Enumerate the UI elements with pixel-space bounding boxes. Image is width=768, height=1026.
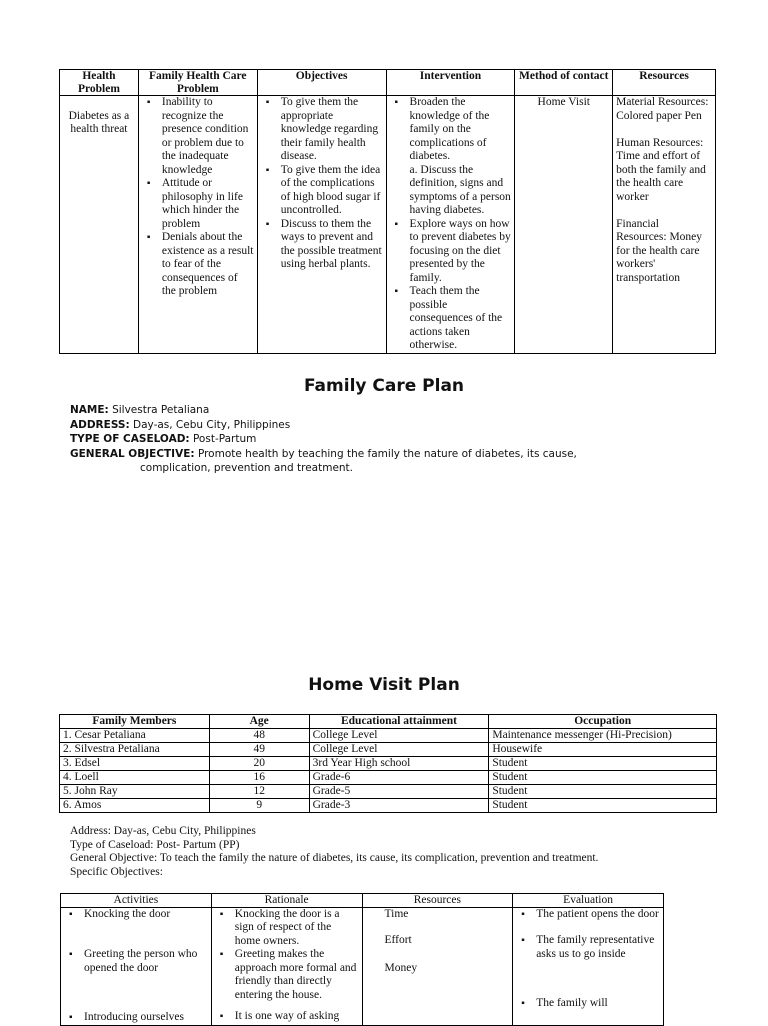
header-objectives: Objectives <box>257 70 386 96</box>
rationale-cell <box>211 907 362 1025</box>
header-evaluation: Evaluation <box>513 894 664 908</box>
member-name: 2. Silvestra Petaliana <box>60 742 210 756</box>
header-family-members: Family Members <box>60 715 210 729</box>
list-item: ▪ The patient opens the door <box>516 908 660 922</box>
care-plan-table <box>59 69 716 354</box>
address-line <box>70 418 577 433</box>
address-label: ADDRESS: <box>70 418 130 431</box>
member-age: 16 <box>209 770 309 784</box>
header-resources: Resources <box>613 70 716 96</box>
member-education: Grade-5 <box>309 784 489 798</box>
member-occupation: Student <box>489 784 717 798</box>
list-item: ▪ Introducing ourselves <box>64 1011 208 1025</box>
member-occupation: Maintenance messenger (Hi-Precision) <box>489 728 717 742</box>
member-occupation: Housewife <box>489 742 717 756</box>
list-item: ▪ The family representative asks us to go inside <box>516 934 660 961</box>
header-family-problem: Family Health Care Problem <box>138 70 257 96</box>
header-method: Method of contact <box>515 70 613 96</box>
evaluation-cell <box>513 907 664 1025</box>
intervention-cell <box>386 96 515 354</box>
list-item: ▪ Denials about the existence as a result to fear of the consequences of the problem <box>142 231 254 299</box>
family-care-plan-title: Family Care Plan <box>303 376 465 396</box>
member-education: Grade-3 <box>309 798 489 812</box>
name-value: Silvestra Petaliana <box>112 404 210 416</box>
table-row <box>60 784 717 798</box>
visit-general-objective: General Objective: To teach the family the nature of diabetes, its cause, its complication, prevention and treatment. <box>70 852 599 865</box>
member-age: 20 <box>209 756 309 770</box>
caseload-label: TYPE OF CASELOAD: <box>70 433 190 445</box>
table-row <box>60 756 717 770</box>
member-age: 9 <box>209 798 309 812</box>
member-name: 3. Edsel <box>60 756 210 770</box>
health-problem-cell <box>60 96 139 354</box>
objective-label: GENERAL OBJECTIVE: <box>70 447 195 460</box>
objective-value: Promote health by teaching the family the nature of diabetes, its cause, <box>197 447 577 460</box>
home-visit-plan-title: Home Visit Plan <box>308 675 460 695</box>
activities-list <box>64 908 208 1025</box>
name-label: NAME: <box>70 404 109 416</box>
list-item: ▪ To give them the idea of the complications of high blood sugar if uncontrolled. <box>261 164 383 218</box>
member-age: 49 <box>209 742 309 756</box>
rationale-list <box>215 908 359 1024</box>
header-occupation: Occupation <box>489 715 717 729</box>
visit-address: Address: Day-as, Cebu City, Philippines <box>70 825 256 837</box>
list-item: ▪ Knocking the door <box>64 908 208 922</box>
member-education: College Level <box>309 742 489 756</box>
header-education: Educational attainment <box>309 715 489 729</box>
sub-item: a. Discuss the definition, signs and symptoms of a person having diabetes. <box>409 163 511 216</box>
list-item: ▪ Attitude or philosophy in life which hinder the problem <box>142 177 254 231</box>
caseload-value: Post-Partum <box>192 433 257 445</box>
resources-cell <box>362 907 513 1025</box>
header-resources: Resources <box>362 894 513 908</box>
family-problem-list <box>142 96 254 299</box>
member-education: Grade-6 <box>309 770 489 784</box>
objectives-cell <box>257 96 386 354</box>
activities-row <box>61 907 664 1025</box>
address-value: Day-as, Cebu City, Philippines <box>133 418 291 431</box>
table-row <box>60 798 717 812</box>
intervention-list <box>390 96 512 353</box>
list-item: ▪ Teach them the possible consequences of the actions taken otherwise. <box>390 285 512 353</box>
name-line <box>70 403 577 418</box>
activities-table <box>60 893 664 1026</box>
financial-resources: Financial Resources: Money for the health care workers' transportation <box>616 217 703 284</box>
objective-line <box>70 447 577 462</box>
visit-caseload: Type of Caseload: Post- Partum (PP) <box>70 838 240 851</box>
list-item: ▪ Greeting the person who opened the door <box>64 948 208 975</box>
header-activities: Activities <box>61 894 212 908</box>
list-item: ▪ Inability to recognize the presence condition or problem due to the inadequate knowledge <box>142 96 254 177</box>
header-intervention: Intervention <box>386 70 515 96</box>
caseload-line <box>70 432 577 447</box>
member-occupation: Student <box>489 798 717 812</box>
visit-specific-objectives: Specific Objectives: <box>70 866 163 879</box>
member-age: 12 <box>209 784 309 798</box>
list-item: ▪ Broaden the knowledge of the family on the complications of diabetes. <box>390 96 512 164</box>
table-row <box>60 770 717 784</box>
resource-money: Money <box>384 961 418 974</box>
list-item: ▪ To give them the appropriate knowledge regarding their family health disease. <box>261 96 383 164</box>
member-occupation: Student <box>489 770 717 784</box>
evaluation-list <box>516 908 660 1011</box>
material-resources: Material Resources: Colored paper Pen <box>616 96 709 122</box>
visit-info <box>70 825 598 880</box>
table-row <box>60 742 717 756</box>
list-item: ▪ Discuss to them the ways to prevent and the possible treatment using herbal plants. <box>261 218 383 272</box>
resource-time: Time <box>384 907 409 920</box>
health-problem-text: Diabetes as a health threat <box>68 109 130 135</box>
table-row <box>60 728 717 742</box>
family-info <box>70 403 577 476</box>
member-education: College Level <box>309 728 489 742</box>
method-cell: Home Visit <box>515 96 613 354</box>
care-plan-header-row <box>60 70 716 96</box>
human-resources: Human Resources: Time and effort of both the family and the health care worker <box>616 136 706 203</box>
list-item: ▪ The family will <box>516 997 660 1011</box>
member-age: 48 <box>209 728 309 742</box>
header-rationale: Rationale <box>211 894 362 908</box>
header-age: Age <box>209 715 309 729</box>
resource-effort: Effort <box>384 934 412 946</box>
list-item: ▪ Greeting makes the approach more formal and friendly than directly entering the house. <box>215 948 359 1002</box>
resources-cell <box>613 96 716 354</box>
objectives-list <box>261 96 383 272</box>
objective-continuation: complication, prevention and treatment. <box>140 462 354 474</box>
member-name: 1. Cesar Petaliana <box>60 728 210 742</box>
list-item: ▪ Knocking the door is a sign of respect of the home owners. <box>215 908 359 949</box>
list-item: ▪ Explore ways on how to prevent diabetes by focusing on the diet presented by the family. <box>390 218 512 286</box>
header-health-problem: Health Problem <box>60 70 139 96</box>
member-occupation: Student <box>489 756 717 770</box>
activities-header-row <box>61 894 664 908</box>
family-problem-cell <box>138 96 257 354</box>
activities-cell <box>61 907 212 1025</box>
member-name: 4. Loell <box>60 770 210 784</box>
family-members-table <box>59 714 717 813</box>
members-header-row <box>60 715 717 729</box>
member-name: 6. Amos <box>60 798 210 812</box>
care-plan-row <box>60 96 716 354</box>
list-item: ▪ It is one way of asking <box>215 1010 359 1024</box>
member-education: 3rd Year High school <box>309 756 489 770</box>
member-name: 5. John Ray <box>60 784 210 798</box>
